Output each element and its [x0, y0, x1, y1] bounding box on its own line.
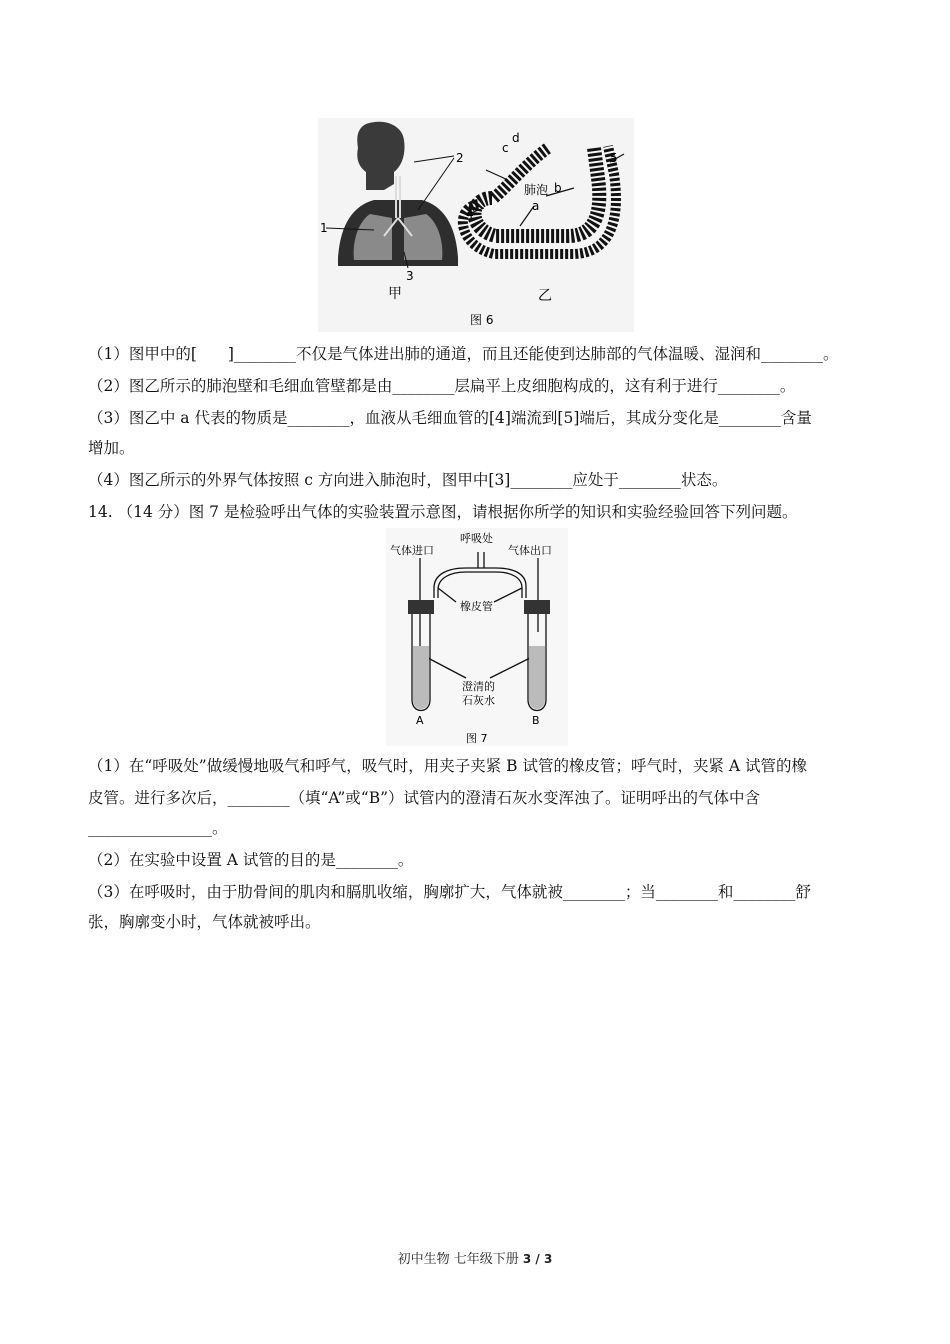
- label-yi: 乙: [538, 288, 552, 304]
- q14-part-1-line-3: ________________。: [88, 819, 228, 837]
- footer-subject: 初中生物 七年级下册: [397, 1252, 523, 1267]
- label-d: d: [512, 131, 520, 145]
- label-a: a: [532, 199, 540, 213]
- label-1: 1: [320, 221, 328, 235]
- q13-part-3-line-1: （3）图乙中 a 代表的物质是________，血液从毛细血管的[4]端流到[5]端后，其成分变化是________含量: [88, 409, 812, 427]
- footer-page-number: 3 / 3: [522, 1252, 553, 1266]
- label-alveolus: 肺泡: [524, 183, 549, 197]
- label-5: 5: [610, 151, 618, 165]
- figure-7: [386, 528, 568, 746]
- label-c: c: [502, 141, 509, 155]
- figure-7-caption: 图 7: [466, 732, 488, 745]
- q14-part-3-line-1: （3）在呼吸时，由于肋骨间的肌肉和膈肌收缩，胸廓扩大，气体就被________；当________和________舒: [88, 883, 811, 901]
- q13-part-2: （2）图乙所示的肺泡壁和毛细血管壁都是由________层扁平上皮细胞构成的，这有利于进行________。: [88, 377, 796, 395]
- figure-6-caption: 图 6: [470, 313, 494, 327]
- label-limewater-2: 石灰水: [462, 694, 495, 707]
- q14-part-2: （2）在实验中设置 A 试管的目的是________。: [88, 851, 414, 869]
- label-tube-a: A: [416, 714, 424, 727]
- q14-intro: 14. （14 分）图 7 是检验呼出气体的实验装置示意图，请根据你所学的知识和实验经验回答下列问题。: [88, 503, 798, 521]
- label-outlet: 气体出口: [508, 544, 552, 557]
- q13-part-3-line-2: 增加。: [88, 439, 135, 457]
- q14-part-1-line-1: （1）在“呼吸处”做缓慢地吸气和呼气，吸气时，用夹子夹紧 B 试管的橡皮管；呼气时，夹紧 A 试管的橡: [88, 757, 808, 775]
- q13-part-4: （4）图乙所示的外界气体按照 c 方向进入肺泡时，图甲中[3]________应处于________状态。: [88, 471, 728, 489]
- label-4: 4: [466, 207, 474, 221]
- label-b: b: [554, 181, 562, 195]
- q14-part-3-line-2: 张，胸廓变小时，气体就被呼出。: [88, 913, 321, 931]
- label-3: 3: [406, 269, 414, 283]
- label-rubber-tube: 橡皮管: [460, 600, 493, 613]
- label-limewater-1: 澄清的: [462, 680, 495, 693]
- figure-6: [318, 118, 634, 332]
- q14-part-1-line-2: 皮管。进行多次后，________（填“A”或“B”）试管内的澄清石灰水变浑浊了。证明呼出的气体中含: [88, 789, 761, 807]
- page-footer: [0, 1248, 950, 1267]
- label-tube-b: B: [532, 714, 540, 727]
- label-inlet: 气体进口: [390, 544, 434, 557]
- q13-part-1: （1）图甲中的[ ]________不仅是气体进出肺的通道，而且还能使到达肺部的气体温暖、湿润和________。: [88, 345, 839, 363]
- label-2: 2: [456, 151, 464, 165]
- label-breath: 呼吸处: [460, 532, 493, 545]
- label-jia: 甲: [388, 286, 402, 302]
